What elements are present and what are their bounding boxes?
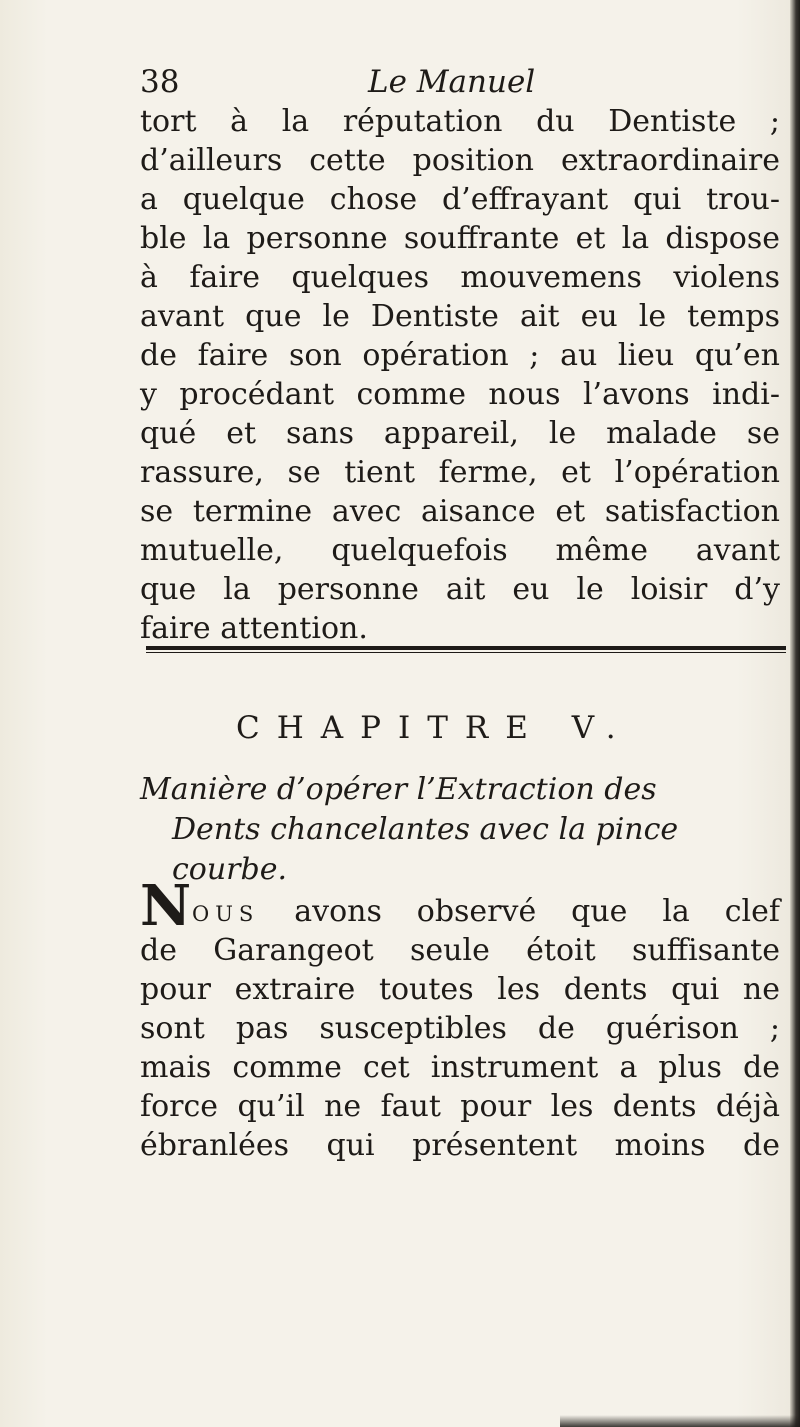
first-line-rest: avons observé que la clef (294, 894, 780, 929)
page-bottom-shadow (560, 1415, 800, 1427)
text-line: y procédant comme nous l’avons indi- (140, 377, 780, 412)
text-line: mutuelle, quelquefois même avant (140, 533, 780, 568)
first-line-text (192, 892, 780, 931)
paragraph-opening (140, 873, 780, 1165)
page-header (140, 62, 780, 102)
page-number: 38 (140, 64, 180, 100)
paragraph-continuation (140, 102, 780, 648)
text-line: de faire son opération ; au lieu qu’en (140, 338, 780, 373)
divider-thin-line (146, 652, 786, 653)
text-line: faire attention. (140, 611, 368, 646)
first-word-rest: ous (192, 894, 260, 929)
text-line: avant que le Dentiste ait eu le temps (140, 299, 780, 334)
chapter-heading: CHAPITRE V. (236, 710, 633, 746)
text-line: sont pas susceptibles de guérison ; (140, 1011, 780, 1046)
text-line: d’ailleurs cette position extraordinaire (140, 143, 780, 178)
text-line: qué et sans appareil, le malade se (140, 416, 780, 451)
divider-thick-line (146, 646, 786, 650)
running-title: Le Manuel (368, 64, 536, 100)
page-edge-shadow (790, 0, 800, 1427)
text-line: de Garangeot seule étoit suffisante (140, 933, 780, 968)
first-line (140, 873, 780, 939)
text-line: à faire quelques mouvemens violens (140, 260, 780, 295)
text-line: force qu’il ne faut pour les dents déjà (140, 1089, 780, 1124)
text-line: rassure, se tient ferme, et l’opération (140, 455, 780, 490)
text-line: que la personne ait eu le loisir d’y (140, 572, 780, 607)
text-line: mais comme cet instrument a plus de (140, 1050, 780, 1085)
subtitle-line: Dents chancelantes avec la pince (172, 812, 679, 847)
text-line: a quelque chose d’effrayant qui trou- (140, 182, 780, 217)
text-line: tort à la réputation du Dentiste ; (140, 104, 780, 139)
text-line: se termine avec aisance et satisfaction (140, 494, 780, 529)
text-line: ébranlées qui présentent moins de (140, 1128, 780, 1163)
drop-cap: N (140, 873, 192, 939)
subtitle-line: Manière d’opérer l’Extraction des (140, 772, 657, 807)
chapter-subtitle (140, 770, 780, 890)
chapter-divider-rule (146, 646, 786, 654)
subtitle-line: courbe. (172, 852, 288, 887)
text-line: pour extraire toutes les dents qui ne (140, 972, 780, 1007)
text-line: ble la personne souffrante et la dispose (140, 221, 780, 256)
